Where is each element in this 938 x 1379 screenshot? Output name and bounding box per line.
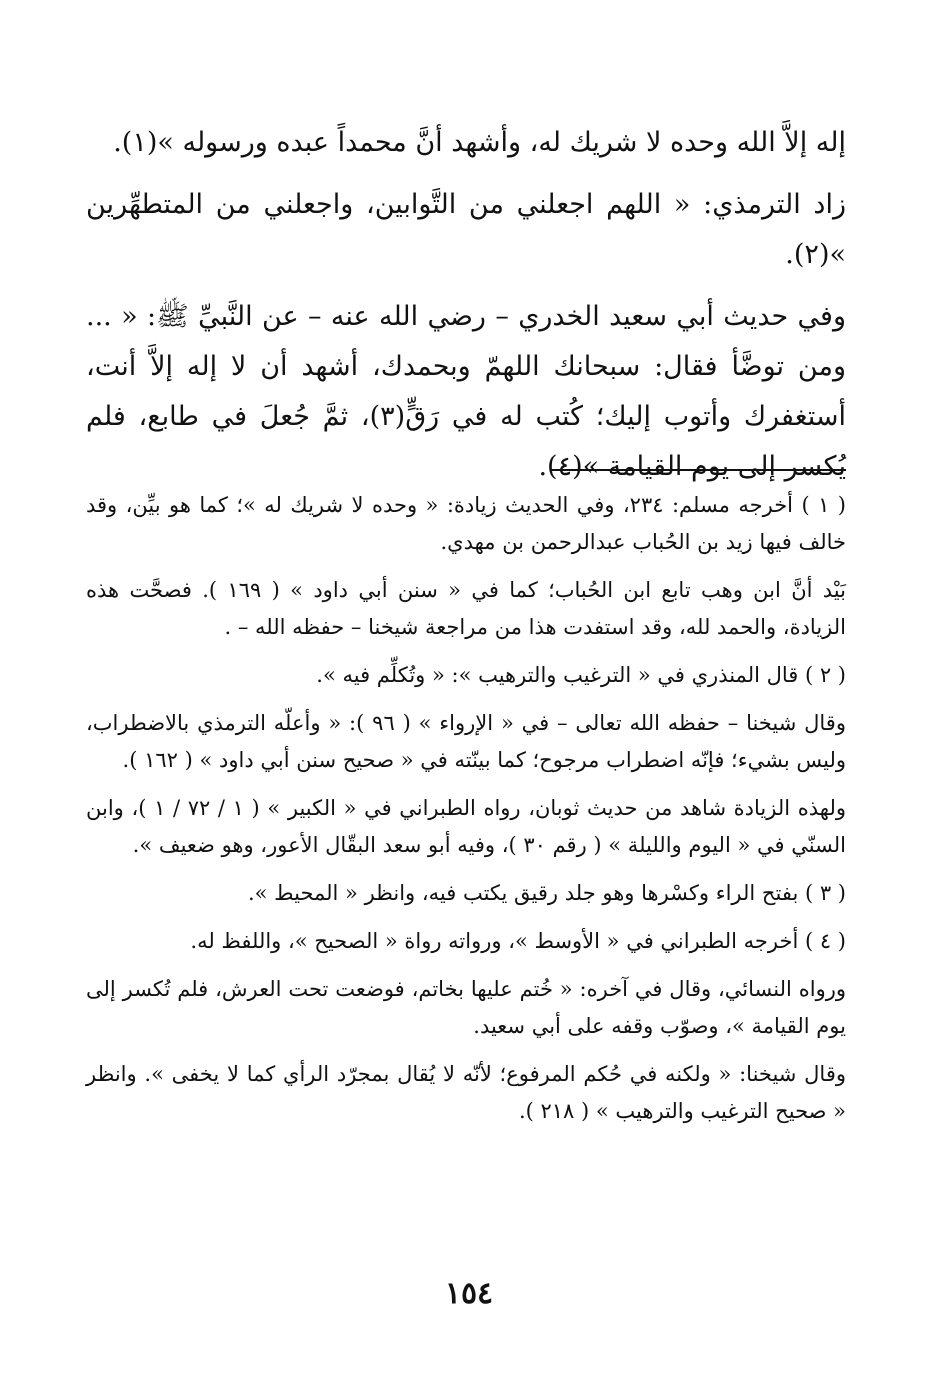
footnote-1-continued: بَيْد أنَّ ابن وهب تابع ابن الحُباب؛ كما في « سنن أبي داود » ( ١٦٩ ). فصحَّت هذه الزيادة، والحمد لله، وقد استفدت هذا من مراجعة شيخنا – حفظه الله – . (86, 578, 846, 639)
footnote-separator (550, 469, 846, 471)
main-paragraph-2: زاد الترمذي: « اللهم اجعلني من التَّوابين، واجعلني من المتطهِّرين »(٢). (86, 189, 846, 270)
main-text (86, 118, 846, 492)
page-number: ١٥٤ (444, 1276, 494, 1311)
footnote-2-continued-b: ولهذه الزيادة شاهد من حديث ثوبان، رواه الطبراني في « الكبير » ( ١ / ٧٢ / ١ )، وابن السنّي في « اليوم والليلة » ( رقم ٣٠ )، وفيه أبو سعد البقّال الأعور، وهو ضعيف ». (86, 796, 846, 857)
footnote-4-continued-b: وقال شيخنا: « ولكنه في حُكم المرفوع؛ لأنّه لا يُقال بمجرّد الرأي كما لا يخفى ». وانظر « صحيح الترغيب والترهيب » ( ٢١٨ ). (86, 1062, 846, 1123)
footnote-2: ( ٢ ) قال المنذري في « الترغيب والترهيب »: « وتُكلِّم فيه ». (316, 663, 846, 687)
main-paragraph-3: وفي حديث أبي سعيد الخدري – رضي الله عنه – عن النَّبيِّ ﷺ: « ... ومن توضَّأ فقال: سبحانك اللهمّ وبحمدك، أشهد أن لا إله إلاَّ أنت، أستغفرك وأتوب إليك؛ كُتب له في رَقٍّ(٣)، ثمَّ جُعلَ في طابع، فلم يُكسر إلى يوم القيامة »(٤). (86, 301, 846, 482)
footnotes (86, 487, 846, 1130)
footnote-4-continued-a: ورواه النسائي، وقال في آخره: « خُتم عليها بخاتم، فوضعت تحت العرش، فلم تُكسر إلى يوم القيامة »، وصوّب وقفه على أبي سعيد. (86, 977, 846, 1038)
footnote-3: ( ٣ ) بفتح الراء وكسْرها وهو جلد رقيق يكتب فيه، وانظر « المحيط ». (247, 881, 846, 905)
footnote-4: ( ٤ ) أخرجه الطبراني في « الأوسط »، ورواته رواة « الصحيح »، واللفظ له. (190, 929, 846, 953)
main-paragraph-1: إله إلاَّ الله وحده لا شريك له، وأشهد أنَّ محمداً عبده ورسوله »(١). (113, 127, 846, 158)
footnote-1: ( ١ ) أخرجه مسلم: ٢٣٤، وفي الحديث زيادة: « وحده لا شريك له »؛ كما هو بيِّن، وقد خالف فيها زيد بن الحُباب عبدالرحمن بن مهدي. (86, 493, 846, 554)
footnote-2-continued-a: وقال شيخنا – حفظه الله تعالى – في « الإرواء » ( ٩٦ ): « وأعلّه الترمذي بالاضطراب، وليس بشيء؛ فإنّه اضطراب مرجوح؛ كما بينّته في « صحيح سنن أبي داود » ( ١٦٢ ). (86, 711, 846, 772)
